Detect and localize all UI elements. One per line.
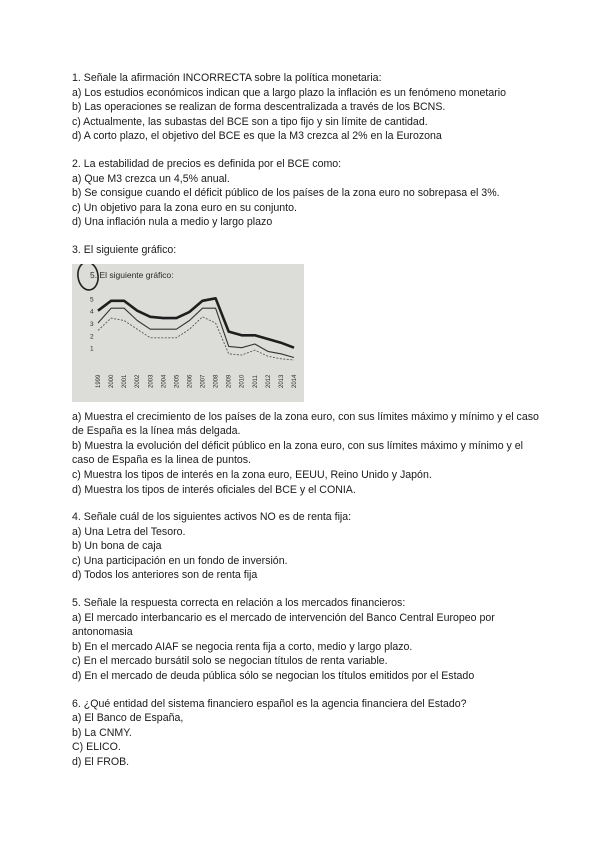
x-tick-label: 2002 [135, 374, 142, 388]
series-line-middle [98, 308, 294, 357]
x-tick-label: 2009 [226, 374, 233, 388]
option-a[interactable]: a) Que M3 crezca un 4,5% anual. [72, 172, 230, 185]
option-b[interactable]: b) En el mercado AIAF se negocia renta fija a corto, medio y largo plazo. [72, 640, 413, 653]
option-b[interactable]: b) Muestra la evolución del déficit público en la zona euro, con sus límites máximo y mínimo y el caso de España es la linea de puntos. [72, 439, 524, 467]
option-d[interactable]: d) El FROB. [72, 756, 130, 768]
question-4 [72, 510, 542, 583]
option-a[interactable]: a) Los estudios económicos indican que a largo plazo la inflación es un fenómeno monetario [72, 86, 507, 99]
option-a[interactable]: a) El Banco de España, [72, 712, 184, 725]
question-text: 3. El siguiente gráfico: [72, 243, 177, 256]
y-tick-label: 3 [90, 320, 94, 328]
option-c[interactable]: c) En el mercado bursátil solo se negocian títulos de renta variable. [72, 655, 388, 668]
x-tick-label: 2005 [174, 374, 181, 388]
option-a[interactable]: a) Una Letra del Tesoro. [72, 525, 186, 538]
option-c[interactable]: c) Muestra los tipos de interés en la zona euro, EEUU, Reino Unido y Japón. [72, 468, 432, 481]
y-tick-label: 1 [90, 345, 94, 353]
chart-svg [72, 264, 304, 402]
question-5 [72, 596, 542, 684]
option-d[interactable]: d) Una inflación nula a medio y largo plazo [72, 216, 273, 229]
option-d[interactable]: d) A corto plazo, el objetivo del BCE es que la M3 crezca al 2% en la Eurozona [72, 130, 442, 143]
option-c[interactable]: c) Actualmente, las subastas del BCE son a tipo fijo y sin límite de cantidad. [72, 115, 428, 128]
question-3 [72, 243, 542, 497]
question-text: 6. ¿Qué entidad del sistema financiero español es la agencia financiera del Estado? [72, 697, 467, 710]
option-a[interactable]: a) El mercado interbancario es el mercado de intervención del Banco Central Europeo por antonomasia [72, 611, 495, 639]
question-text: 5. Señale la respuesta correcta en relación a los mercados financieros: [72, 597, 406, 610]
option-b[interactable]: b) Se consigue cuando el déficit público de los países de la zona euro no sobrepasa el 3%. [72, 187, 500, 200]
question-text: 1. Señale la afirmación INCORRECTA sobre la política monetaria: [72, 72, 382, 84]
question-1 [72, 71, 542, 144]
x-tick-label: 2003 [148, 374, 155, 388]
x-tick-label: 2012 [265, 374, 272, 388]
question-text: 2. La estabilidad de precios es definida por el BCE como: [72, 157, 342, 170]
chart-photo [72, 264, 304, 402]
option-c[interactable]: C) ELICO. [72, 741, 121, 754]
x-tick-label: 2008 [213, 374, 220, 388]
question-2 [72, 157, 542, 230]
question-6 [72, 697, 542, 770]
option-c[interactable]: c) Un objetivo para la zona euro en su conjunto. [72, 201, 297, 214]
option-d[interactable]: d) Todos los anteriores son de renta fija [72, 569, 258, 582]
x-tick-label: 2010 [239, 374, 246, 388]
x-tick-label: 2007 [200, 374, 207, 388]
y-tick-label: 4 [90, 308, 94, 316]
option-b[interactable]: b) La CNMY. [72, 726, 132, 739]
option-d[interactable]: d) Muestra los tipos de interés oficiales del BCE y el CONIA. [72, 483, 356, 496]
figure-label: 5. El siguiente gráfico: [90, 269, 174, 280]
x-tick-label: 2004 [161, 374, 168, 388]
question-text: 4. Señale cuál de los siguientes activos NO es de renta fija: [72, 511, 352, 524]
x-tick-label: 2001 [122, 374, 129, 388]
x-tick-label: 2011 [252, 374, 259, 388]
y-tick-label: 2 [90, 332, 94, 340]
x-tick-label: 2013 [278, 374, 285, 388]
option-b[interactable]: b) Las operaciones se realizan de forma descentralizada a través de los BCNS. [72, 101, 446, 114]
option-d[interactable]: d) En el mercado de deuda pública sólo se negocian los títulos emitidos por el Estado [72, 670, 475, 683]
option-c[interactable]: c) Una participación en un fondo de inversión. [72, 554, 288, 567]
x-tick-label: 1999 [96, 374, 102, 388]
y-tick-label: 5 [90, 295, 94, 303]
exam-page [72, 71, 542, 783]
x-tick-label: 2006 [187, 374, 194, 388]
option-b[interactable]: b) Un bona de caja [72, 540, 162, 553]
option-a[interactable]: a) Muestra el crecimiento de los países de la zona euro, con sus límites máximo y mínimo y el caso de España es la línea más delgada. [72, 410, 539, 438]
x-tick-label: 2014 [292, 374, 298, 388]
x-tick-label: 2000 [109, 374, 116, 388]
